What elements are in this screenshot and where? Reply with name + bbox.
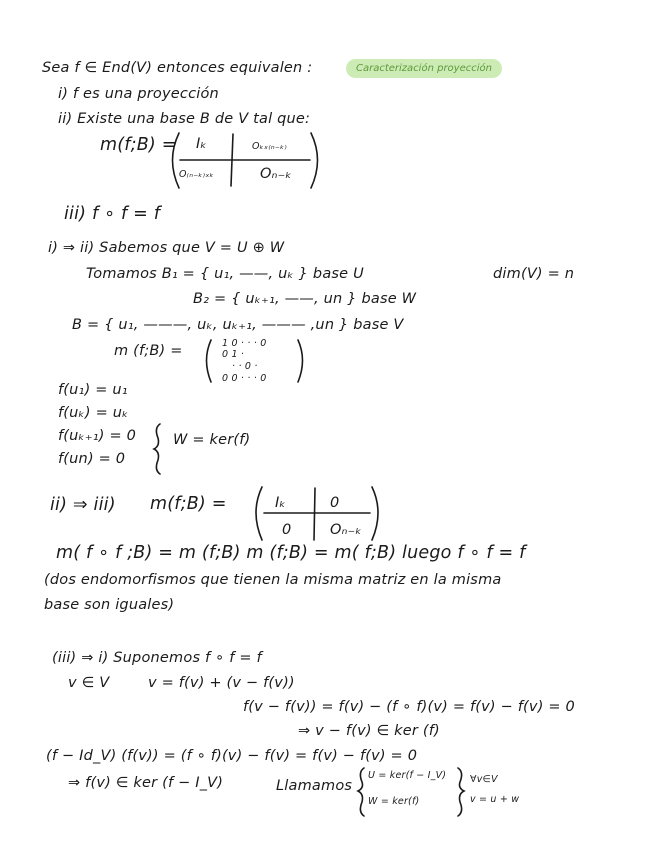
matrix-1-onk: Oₙ₋ₖ [260,166,292,182]
vector-v: v ∈ V [68,675,110,691]
remark-line-2: base son iguales) [44,597,175,613]
kernel-calc: f(v − f(v)) = f(v) − (f ∘ f)(v) = f(v) − f(v) = 0 [243,699,575,715]
decomposition: v = f(v) + (v − f(v)) [148,675,295,691]
topic-tag: Caracterización proyección [346,59,502,78]
matrix-2-row-2: 0 1 · [222,349,245,360]
matrix-2-row-1: 1 0 · · · 0 [222,338,267,349]
matrix-3-right-paren [372,487,378,540]
condition-iii: iii) f ∘ f = f [64,204,161,224]
matrix-1-right-paren [311,133,318,188]
matrix-3-onk: Oₙ₋ₖ [330,522,362,538]
basis-b2: B₂ = { uₖ₊₁, ——, un } base W [193,291,417,307]
sum-decomposition: v = u + w [470,794,520,805]
matrix-3-left-paren [256,487,262,540]
basis-b1: Tomamos B₁ = { u₁, ——, uₖ } base U [86,266,364,282]
matrix-1-left-paren [173,133,180,188]
kernel-conclusion: ⇒ v − f(v) ∈ ker (f) [298,723,440,739]
final-left-brace [358,768,364,816]
matrix-3-vline [314,488,315,540]
matrix-2-right-paren [298,340,303,382]
dimension-note: dim(V) = n [493,266,575,282]
matrix-3-label: m(f;B) = [150,494,227,514]
proof-ii-iii-header: ii) ⇒ iii) [50,495,116,515]
matrix-2-row-4: 0 0 · · · 0 [222,373,267,384]
matrix-1-label: m(f;B) = [100,135,177,155]
matrix-1-vline [231,134,233,186]
statement-line: Sea f ∈ End(V) entonces equivalen : [42,60,313,76]
matrix-2-label: m (f;B) = [114,343,183,359]
condition-ii: ii) Existe una base B de V tal que: [58,111,311,127]
matrix-1-top-right: Oₖₓ₍ₙ₋ₖ₎ [252,141,287,152]
w-definition: W = ker(f) [368,796,420,807]
composition-line: m( f ∘ f ;B) = m (f;B) m (f;B) = m( f;B) luego f ∘ f = f [56,543,526,563]
matrix-2-row-3: · · 0 · [232,361,258,372]
kernel-w: W = ker(f) [173,432,251,448]
brace [154,424,160,474]
image-uk1: f(uₖ₊₁) = 0 [58,428,137,444]
image-uk: f(uₖ) = uₖ [58,405,129,421]
image-u1: f(u₁) = u₁ [58,382,128,398]
u-definition: U = ker(f − I_V) [368,770,447,781]
naming-word: Llamamos [276,778,353,794]
image-calc: (f − Id_V) (f(v)) = (f ∘ f)(v) − f(v) = f(v) − f(v) = 0 [46,748,418,764]
basis-b: B = { u₁, ———, uₖ, uₖ₊₁, ——— ,un } base V [72,317,404,333]
image-conclusion: ⇒ f(v) ∈ ker (f − I_V) [68,775,224,791]
matrix-3-zero-bottom: 0 [282,522,292,538]
final-right-brace [458,768,464,816]
forall-v: ∀v∈V [470,774,498,785]
matrix-3-zero-top: 0 [330,495,340,511]
matrix-2-left-paren [207,340,212,382]
condition-i: i) f es una proyección [58,86,219,102]
matrix-3-ik: Iₖ [275,495,286,511]
matrix-1-bottom-left: O₍ₙ₋ₖ₎ₓₖ [179,169,214,180]
image-un: f(un) = 0 [58,451,126,467]
proof-iii-i-header: (iii) ⇒ i) Suponemos f ∘ f = f [52,650,262,666]
proof-i-ii-header: i) ⇒ ii) Sabemos que V = U ⊕ W [48,240,285,256]
matrix-1-ik: Iₖ [196,136,207,152]
remark-line-1: (dos endomorfismos que tienen la misma matriz en la misma [44,572,502,588]
